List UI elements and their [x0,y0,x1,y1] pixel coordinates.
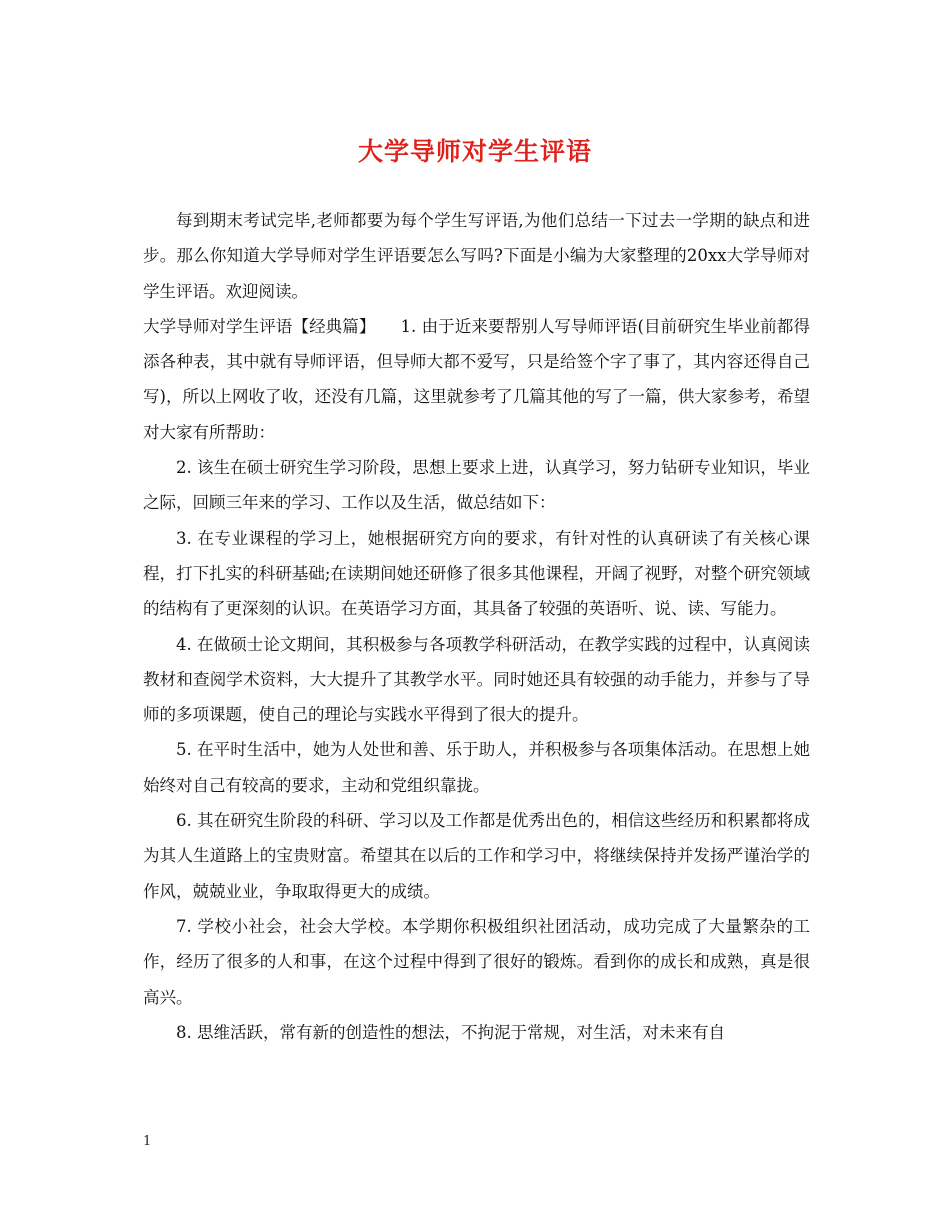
document-title: 大学导师对学生评语 [357,137,592,166]
paragraph-6: 6. 其在研究生阶段的科研、学习以及工作都是优秀出色的，相信这些经历和积累都将成为其人生道路上的宝贵财富。希望其在以后的工作和学习中，将继续保持并发扬严谨治学的作风，兢兢业业，争取取得更大的成绩。 [143,811,810,901]
paragraph-8: 8. 思维活跃，常有新的创造性的想法，不拘泥于常规，对生活，对未来有自 [176,1022,725,1042]
paragraph-5: 5. 在平时生活中，她为人处世和善、乐于助人，并积极参与各项集体活动。在思想上她始终对自己有较高的要求，主动和党组织靠拢。 [143,740,810,795]
paragraph-3: 3. 在专业课程的学习上，她根据研究方向的要求，有针对性的认真研读了有关核心课程，打下扎实的科研基础;在读期间她还研修了很多其他课程，开阔了视野，对整个研究领域的结构有了更深刻的认识。在英语学习方面，其具备了较强的英语听、说、读、写能力。 [143,528,810,619]
intro-paragraph: 每到期末考试完毕,老师都要为每个学生写评语,为他们总结一下过去一学期的缺点和进步。那么你知道大学导师对学生评语要怎么写吗?下面是小编为大家整理的20xx大学导师对学生评语。欢迎阅读。 [143,211,810,301]
paragraph-4: 4. 在做硕士论文期间，其积极参与各项教学科研活动，在教学实践的过程中，认真阅读教材和查阅学术资料，大大提升了其教学水平。同时她还具有较强的动手能力，并参与了导师的多项课题，使自己的理论与实践水平得到了很大的提升。 [143,634,810,725]
document-body [143,203,810,1050]
paragraph-7: 7. 学校小社会，社会大学校。本学期你积极组织社团活动，成功完成了大量繁杂的工作，经历了很多的人和事，在这个过程中得到了很好的锻炼。看到你的成长和成熟，真是很高兴。 [143,916,810,1007]
paragraph-2: 2. 该生在硕士研究生学习阶段，思想上要求上进，认真学习，努力钻研专业知识，毕业之际，回顾三年来的学习、工作以及生活，做总结如下： [143,458,810,513]
paragraph-1: 大学导师对学生评语【经典篇】 1. 由于近来要帮别人写导师评语(目前研究生毕业前都得添各种表，其中就有导师评语，但导师大都不爱写，只是给签个字了事了，其内容还得自己写)，所以上网收了收，还没有几篇，这里就参考了几篇其他的写了一篇，供大家参考，希望对大家有所帮助： [143,316,810,442]
page-number: 1 [143,1134,152,1149]
